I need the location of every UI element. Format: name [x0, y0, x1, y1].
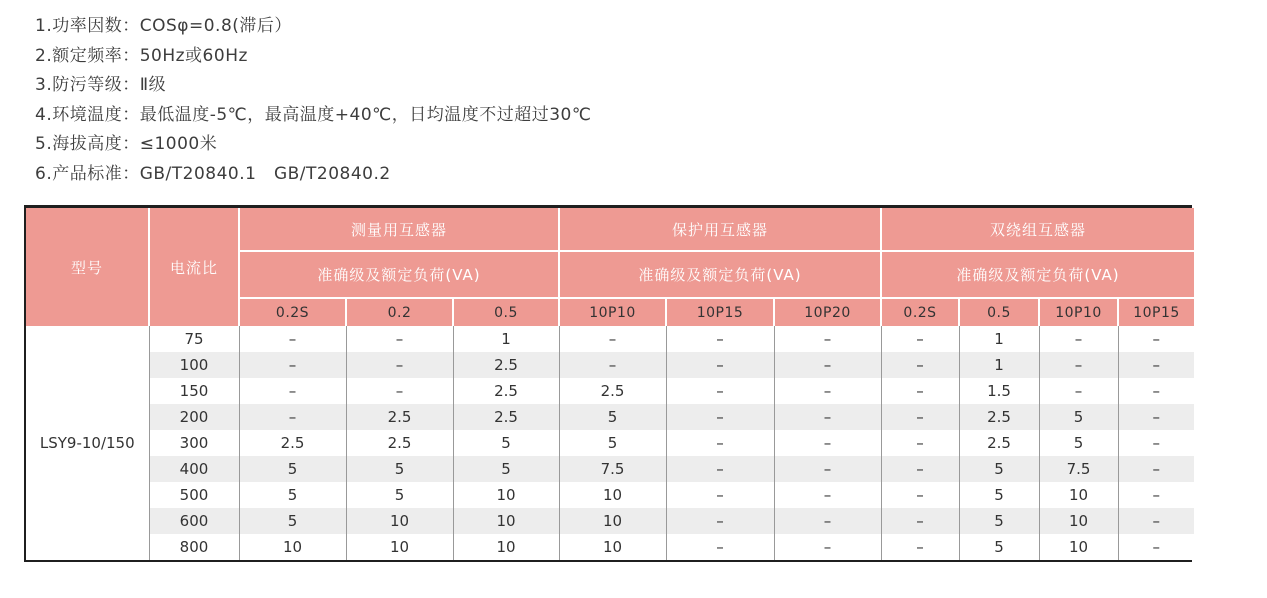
- ratio-cell: 400: [149, 456, 239, 482]
- value-cell: 2.5: [453, 404, 559, 430]
- accuracy-col-header: 10P10: [559, 298, 666, 326]
- value-cell: –: [666, 378, 774, 404]
- ratio-cell: 150: [149, 378, 239, 404]
- value-cell: 2.5: [959, 430, 1039, 456]
- value-cell: –: [1118, 352, 1194, 378]
- table-row: [26, 352, 1194, 378]
- value-cell: 10: [453, 482, 559, 508]
- value-cell: 7.5: [1039, 456, 1118, 482]
- col-header-ratio: 电流比: [149, 208, 239, 326]
- value-cell: 5: [346, 456, 453, 482]
- group-header-double-winding: 双绕组互感器: [881, 208, 1194, 251]
- value-cell: 5: [453, 456, 559, 482]
- value-cell: 1: [959, 352, 1039, 378]
- value-cell: –: [774, 326, 881, 352]
- spec-table: [26, 208, 1194, 560]
- value-cell: –: [1118, 326, 1194, 352]
- table-row: [26, 456, 1194, 482]
- value-cell: 5: [239, 508, 346, 534]
- value-cell: –: [881, 404, 959, 430]
- accuracy-col-header: 0.2S: [239, 298, 346, 326]
- accuracy-col-header: 0.2: [346, 298, 453, 326]
- value-cell: 5: [239, 456, 346, 482]
- value-cell: 2.5: [959, 404, 1039, 430]
- value-cell: 5: [1039, 430, 1118, 456]
- value-cell: –: [881, 430, 959, 456]
- spec-line: 2.额定频率：50Hz或60Hz: [35, 45, 248, 66]
- value-cell: –: [881, 378, 959, 404]
- value-cell: –: [239, 352, 346, 378]
- spec-table-wrap: [24, 205, 1192, 562]
- value-cell: 5: [959, 482, 1039, 508]
- value-cell: 10: [559, 534, 666, 560]
- value-cell: 5: [239, 482, 346, 508]
- value-cell: 1: [959, 326, 1039, 352]
- accuracy-col-header: 10P10: [1039, 298, 1118, 326]
- value-cell: –: [881, 534, 959, 560]
- accuracy-col-header: 0.5: [453, 298, 559, 326]
- value-cell: –: [1118, 508, 1194, 534]
- value-cell: 10: [1039, 482, 1118, 508]
- group-header-protection: 保护用互感器: [559, 208, 881, 251]
- value-cell: 5: [453, 430, 559, 456]
- value-cell: 1.5: [959, 378, 1039, 404]
- table-row: [26, 430, 1194, 456]
- value-cell: 5: [559, 430, 666, 456]
- ratio-cell: 200: [149, 404, 239, 430]
- col-header-model: 型号: [26, 208, 149, 326]
- value-cell: 2.5: [453, 378, 559, 404]
- table-row: [26, 378, 1194, 404]
- value-cell: 5: [346, 482, 453, 508]
- value-cell: 2.5: [239, 430, 346, 456]
- accuracy-col-header: 10P15: [1118, 298, 1194, 326]
- value-cell: –: [881, 456, 959, 482]
- value-cell: –: [774, 456, 881, 482]
- value-cell: –: [774, 534, 881, 560]
- subtitle-measuring: 准确级及额定负荷(VA): [239, 251, 559, 298]
- value-cell: –: [1039, 378, 1118, 404]
- accuracy-col-header: 0.5: [959, 298, 1039, 326]
- header-row-groups: [26, 208, 1194, 251]
- value-cell: 1: [453, 326, 559, 352]
- spec-line: 3.防污等级：Ⅱ级: [35, 75, 167, 96]
- value-cell: –: [1118, 456, 1194, 482]
- spec-line: 1.功率因数：COSφ=0.8(滞后）: [35, 16, 292, 37]
- value-cell: –: [1118, 404, 1194, 430]
- value-cell: 2.5: [559, 378, 666, 404]
- value-cell: –: [1039, 352, 1118, 378]
- value-cell: 5: [559, 404, 666, 430]
- table-row: [26, 534, 1194, 560]
- value-cell: 10: [559, 482, 666, 508]
- value-cell: –: [666, 430, 774, 456]
- value-cell: –: [881, 326, 959, 352]
- table-header: [26, 208, 1194, 326]
- value-cell: –: [559, 326, 666, 352]
- value-cell: –: [666, 456, 774, 482]
- value-cell: –: [666, 352, 774, 378]
- table-row: [26, 326, 1194, 352]
- model-cell: LSY9-10/150: [26, 326, 149, 560]
- value-cell: –: [1118, 378, 1194, 404]
- value-cell: –: [239, 404, 346, 430]
- value-cell: 10: [239, 534, 346, 560]
- subtitle-protection: 准确级及额定负荷(VA): [559, 251, 881, 298]
- group-header-measuring: 测量用互感器: [239, 208, 559, 251]
- value-cell: –: [666, 534, 774, 560]
- value-cell: –: [774, 482, 881, 508]
- ratio-cell: 100: [149, 352, 239, 378]
- value-cell: 2.5: [346, 404, 453, 430]
- value-cell: –: [1039, 326, 1118, 352]
- value-cell: 2.5: [453, 352, 559, 378]
- table-body: [26, 326, 1194, 560]
- value-cell: 5: [959, 456, 1039, 482]
- value-cell: 10: [346, 534, 453, 560]
- spec-line: 6.产品标准：GB/T20840.1 GB/T20840.2: [35, 163, 391, 184]
- spec-list: [35, 9, 591, 186]
- accuracy-col-header: 0.2S: [881, 298, 959, 326]
- value-cell: –: [346, 352, 453, 378]
- table-row: [26, 508, 1194, 534]
- accuracy-col-header: 10P15: [666, 298, 774, 326]
- value-cell: –: [1118, 534, 1194, 560]
- value-cell: 10: [1039, 508, 1118, 534]
- value-cell: –: [881, 352, 959, 378]
- ratio-cell: 75: [149, 326, 239, 352]
- ratio-cell: 300: [149, 430, 239, 456]
- accuracy-col-header: 10P20: [774, 298, 881, 326]
- value-cell: –: [774, 378, 881, 404]
- subtitle-double-winding: 准确级及额定负荷(VA): [881, 251, 1194, 298]
- value-cell: 10: [559, 508, 666, 534]
- value-cell: –: [239, 326, 346, 352]
- value-cell: –: [666, 508, 774, 534]
- value-cell: 5: [959, 508, 1039, 534]
- ratio-cell: 600: [149, 508, 239, 534]
- value-cell: –: [666, 326, 774, 352]
- value-cell: –: [774, 508, 881, 534]
- value-cell: –: [1118, 430, 1194, 456]
- spec-line: 4.环境温度：最低温度-5℃，最高温度+40℃，日均温度不过超过30℃: [35, 104, 592, 125]
- value-cell: 10: [453, 534, 559, 560]
- spec-line: 5.海拔高度：≤1000米: [35, 134, 218, 155]
- value-cell: –: [346, 378, 453, 404]
- value-cell: 10: [1039, 534, 1118, 560]
- value-cell: 5: [1039, 404, 1118, 430]
- value-cell: –: [881, 482, 959, 508]
- ratio-cell: 500: [149, 482, 239, 508]
- table-row: [26, 404, 1194, 430]
- value-cell: 7.5: [559, 456, 666, 482]
- ratio-cell: 800: [149, 534, 239, 560]
- value-cell: –: [666, 404, 774, 430]
- value-cell: –: [774, 352, 881, 378]
- value-cell: 2.5: [346, 430, 453, 456]
- value-cell: –: [881, 508, 959, 534]
- value-cell: –: [774, 404, 881, 430]
- value-cell: –: [239, 378, 346, 404]
- value-cell: –: [666, 482, 774, 508]
- value-cell: –: [559, 352, 666, 378]
- value-cell: 5: [959, 534, 1039, 560]
- value-cell: –: [346, 326, 453, 352]
- value-cell: 10: [346, 508, 453, 534]
- value-cell: –: [1118, 482, 1194, 508]
- table-row: [26, 482, 1194, 508]
- value-cell: 10: [453, 508, 559, 534]
- value-cell: –: [774, 430, 881, 456]
